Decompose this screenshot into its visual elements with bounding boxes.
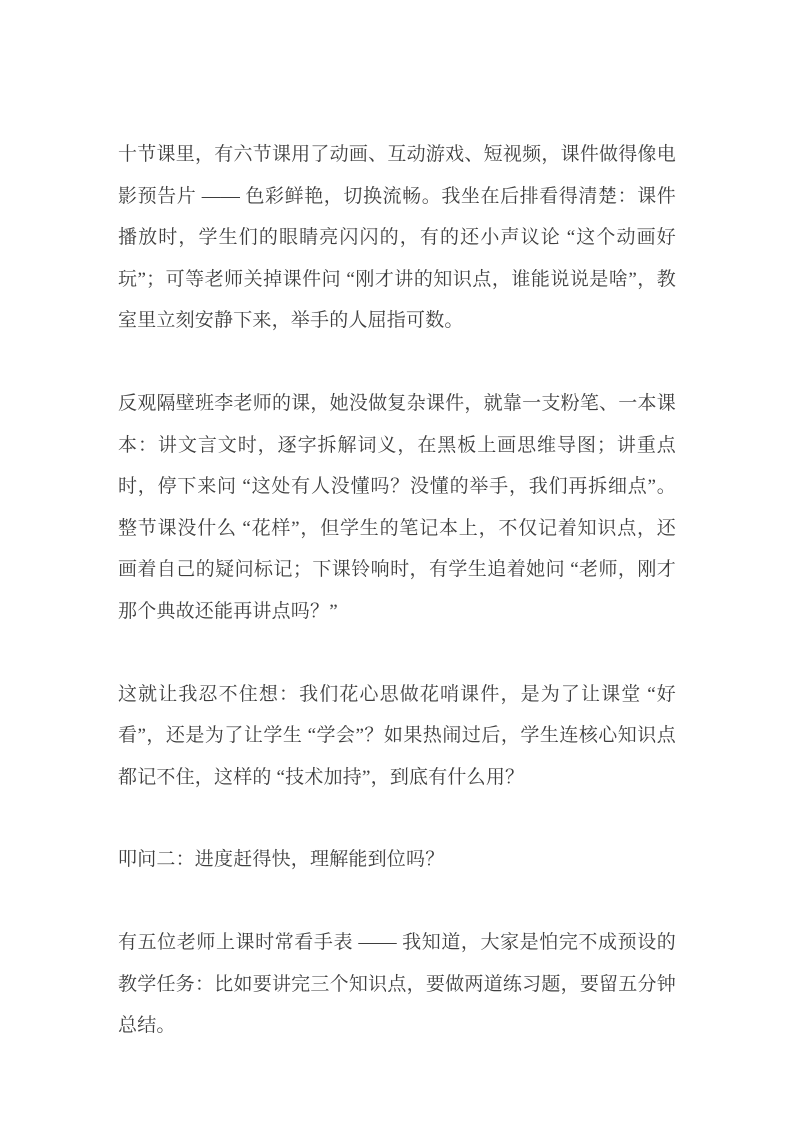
- paragraph-observation-multimedia: 十节课里，有六节课用了动画、互动游戏、短视频，课件做得像电影预告片 —— 色彩鲜艳，切换流畅。我坐在后排看得清楚：课件播放时，学生们的眼睛亮闪闪的，有的还小声议论 “这个动画好玩”；可等老师关掉课件问 “刚才讲的知识点，谁能说说是啥”，教室里立刻安静下来，举手的人屈指可数。: [118, 144, 676, 332]
- paragraph-pacing-concern: 有五位老师上课时常看手表 —— 我知道，大家是怕完不成预设的教学任务：比如要讲完三个知识点，要做两道练习题，要留五分钟总结。: [118, 931, 676, 1037]
- document-body: [118, 134, 676, 1047]
- paragraph-reflection-question: 这就让我忍不住想：我们花心思做花哨课件，是为了让课堂 “好看”，还是为了让学生 “学会”？如果热闹过后，学生连核心知识点都记不住，这样的 “技术加持”，到底有什么用？: [118, 683, 676, 788]
- paragraph-teacher-li-contrast: 反观隔壁班李老师的课，她没做复杂课件，就靠一支粉笔、一本课本：讲文言文时，逐字拆解词义，在黑板上画思维导图；讲重点时，停下来问 “这处有人没懂吗？没懂的举手，我们再拆细点”。整节课没什么 “花样”，但学生的笔记本上，不仅记着知识点，还画着自己的疑问标记；下课铃响时，有学生追着她问 “老师，刚才那个典故还能再讲点吗？”: [118, 392, 676, 622]
- paragraph-section-heading-question-two: 叩问二：进度赶得快，理解能到位吗？: [118, 849, 445, 871]
